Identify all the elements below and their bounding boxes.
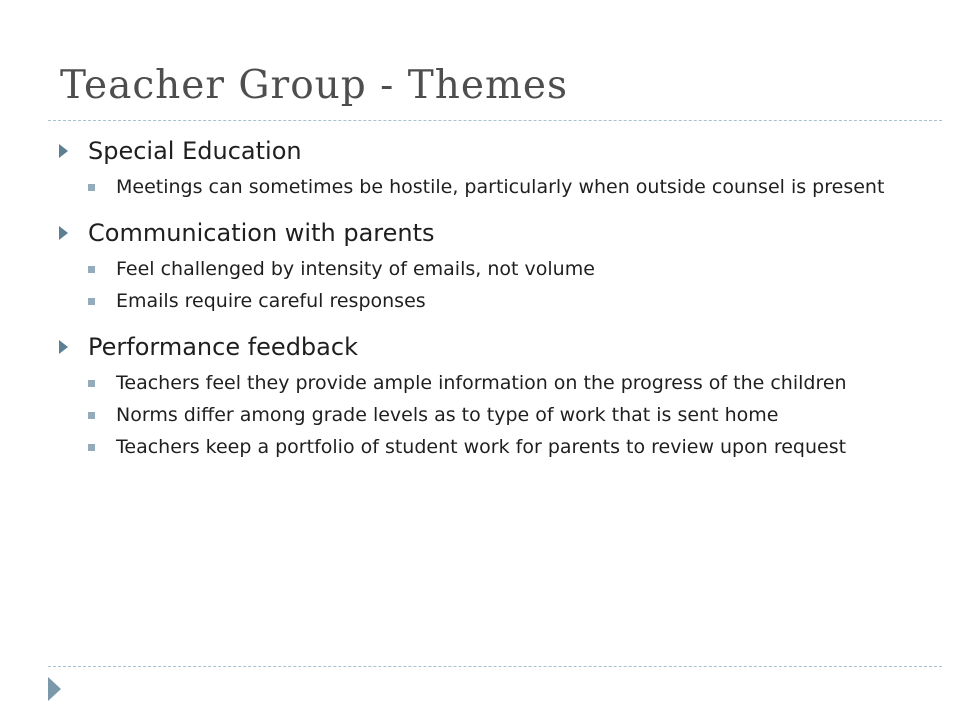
section-heading-special-education: [58, 135, 888, 167]
section-point-text: Emails require careful responses: [116, 290, 426, 312]
square-bullet-icon: [88, 266, 95, 273]
slide-title: Teacher Group - Themes: [60, 63, 569, 108]
triangle-bullet-icon: [59, 340, 68, 354]
triangle-arrow-icon: [48, 677, 61, 701]
square-bullet-icon: [88, 444, 95, 451]
section-point-text: Feel challenged by intensity of emails, not volume: [116, 258, 595, 280]
slide-content: [58, 135, 888, 461]
square-bullet-icon: [88, 380, 95, 387]
section-point: [58, 287, 888, 315]
square-bullet-icon: [88, 298, 95, 305]
section-point-text: Norms differ among grade levels as to type of work that is sent home: [116, 404, 779, 426]
section-heading-text: Communication with parents: [88, 219, 435, 247]
title-divider: [48, 120, 942, 121]
section-point-text: Meetings can sometimes be hostile, particularly when outside counsel is present: [116, 176, 885, 198]
section-point: [58, 401, 888, 429]
footer-divider: [48, 666, 942, 667]
section-point-text: Teachers feel they provide ample information on the progress of the children: [116, 372, 847, 394]
section-point: [58, 255, 888, 283]
section-heading-performance-feedback: [58, 331, 888, 363]
section-point: [58, 369, 888, 397]
section-point: [58, 173, 888, 201]
section-point-text: Teachers keep a portfolio of student work for parents to review upon request: [116, 436, 847, 458]
section-point: [58, 433, 888, 461]
section-heading-text: Special Education: [88, 137, 302, 165]
triangle-bullet-icon: [59, 144, 68, 158]
section-heading-communication: [58, 217, 888, 249]
square-bullet-icon: [88, 412, 95, 419]
triangle-bullet-icon: [59, 226, 68, 240]
square-bullet-icon: [88, 184, 95, 191]
section-heading-text: Performance feedback: [88, 333, 358, 361]
